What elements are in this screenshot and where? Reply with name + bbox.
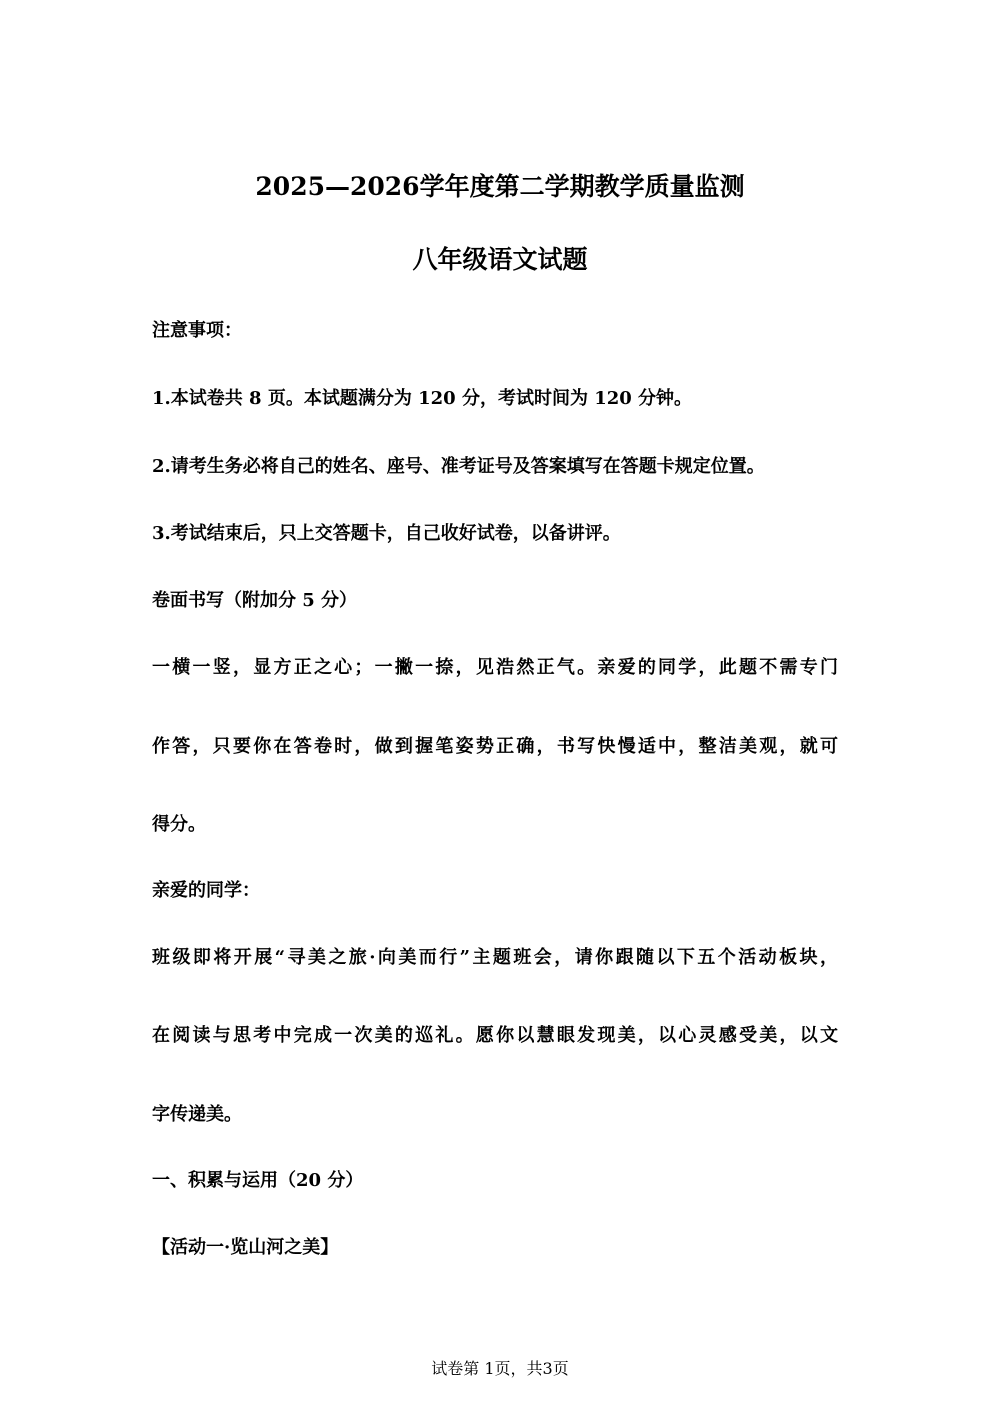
intro-line-2: 在阅读与思考中完成一次美的巡礼。愿你以慧眼发现美，以心灵感受美，以文: [152, 1025, 838, 1046]
notice-item-2: 2.请考生务必将自己的姓名、座号、准考证号及答案填写在答题卡规定位置。: [152, 456, 765, 477]
exam-subtitle: 八年级语文试题: [412, 245, 588, 274]
handwriting-line-3: 得分。: [152, 814, 206, 835]
handwriting-heading: 卷面书写（附加分 5 分）: [152, 590, 358, 611]
notice-item-1: 1.本试卷共 8 页。本试题满分为 120 分，考试时间为 120 分钟。: [152, 388, 693, 409]
notice-item-3: 3.考试结束后，只上交答题卡，自己收好试卷，以备讲评。: [152, 523, 621, 544]
notice-heading: 注意事项：: [152, 320, 242, 341]
handwriting-line-2: 作答，只要你在答卷时，做到握笔姿势正确，书写快慢适中，整洁美观，就可: [152, 736, 838, 757]
section-heading: 一、积累与运用（20 分）: [152, 1170, 364, 1191]
intro-line-3: 字传递美。: [152, 1104, 242, 1125]
page-footer: 试卷第 1页，共3页: [431, 1359, 569, 1378]
intro-line-1: 班级即将开展“寻美之旅·向美而行”主题班会，请你跟随以下五个活动板块，: [152, 947, 838, 968]
activity-heading: 【活动一·览山河之美】: [152, 1237, 339, 1258]
handwriting-line-1: 一横一竖，显方正之心；一撇一捺，见浩然正气。亲爱的同学，此题不需专门: [152, 657, 838, 678]
intro-greeting: 亲爱的同学：: [152, 880, 260, 901]
exam-title: 2025—2026学年度第二学期教学质量监测: [255, 172, 745, 201]
